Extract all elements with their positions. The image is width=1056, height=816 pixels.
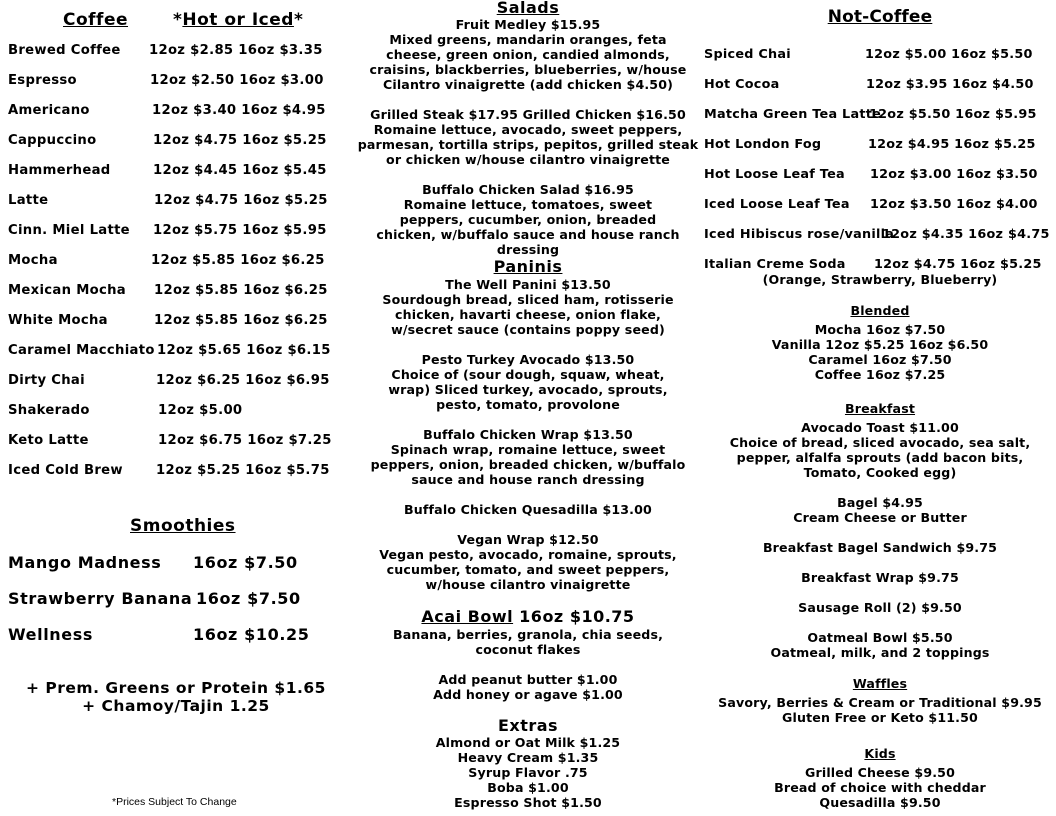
kids-details [704,765,1056,810]
salad-item-desc: Romaine lettuce, tomatoes, sweet peppers, cucumber, onion, breaded chicken, w/buffalo sauce and house ranch dressing [376,197,680,257]
coffee-item [8,253,348,273]
salad-item-desc: Romaine lettuce, avocado, sweet peppers, parmesan, tortilla strips, pepitos, grilled steak or chicken w/house cilantro vinaigrette [357,122,699,167]
not-coffee-item [704,107,1054,125]
panini-item [352,277,704,337]
breakfast-item-title: Sausage Roll (2) $9.50 [798,600,962,615]
coffee-item [8,103,348,123]
breakfast-item-desc: Oatmeal, milk, and 2 toppings [770,645,990,660]
coffee-item-prices: 12oz $5.85 16oz $6.25 [154,313,328,328]
coffee-item-name: Americano [8,103,90,118]
smoothie-item-name: Strawberry Banana [8,589,193,608]
kids-line: Quesadilla $9.50 [819,795,941,810]
coffee-item-prices: 12oz $5.25 16oz $5.75 [156,463,330,478]
coffee-item-name: Cinn. Miel Latte [8,223,130,238]
subheading-prefix: * [173,10,183,30]
panini-item-title: Buffalo Chicken Wrap $13.50 [423,427,633,442]
blended-item: Vanilla 12oz $5.25 16oz $6.50 [771,337,989,352]
breakfast-item [704,570,1056,585]
not-coffee-item-prices: 12oz $3.00 16oz $3.50 [870,167,1038,182]
not-coffee-item [704,77,1054,95]
coffee-item [8,403,348,423]
smoothie-item-name: Wellness [8,625,93,644]
coffee-item-prices: 12oz $4.45 16oz $5.45 [153,163,327,178]
not-coffee-item [704,167,1054,185]
not-coffee-item-prices: 12oz $4.95 16oz $5.25 [868,137,1036,152]
salad-item [352,182,704,257]
extras-list [352,735,704,810]
blended-list [704,322,1056,382]
panini-item-desc: Choice of (sour dough, squaw, wheat, wrap) Sliced turkey, avocado, sprouts, pesto, tomato, provolone [388,367,668,412]
breakfast-item [704,630,1056,660]
coffee-item-prices: 12oz $4.75 16oz $5.25 [153,133,327,148]
salad-item [352,17,704,92]
acai-price: 16oz $10.75 [519,607,635,626]
coffee-item-name: Espresso [8,73,77,88]
coffee-item-name: Iced Cold Brew [8,463,123,478]
extras-item: Espresso Shot $1.50 [454,795,602,810]
not-coffee-item-name: Hot Cocoa [704,77,780,92]
not-coffee-heading: Not-Coffee [827,7,933,27]
coffee-item [8,163,348,183]
smoothies-heading: Smoothies [130,516,236,536]
breakfast-item [704,600,1056,615]
blended-item: Coffee 16oz $7.25 [814,367,946,382]
salad-item-title: Buffalo Chicken Salad $16.95 [422,182,634,197]
not-coffee-item-name: Spiced Chai [704,47,791,62]
not-coffee-item-prices: 12oz $3.50 16oz $4.00 [870,197,1038,212]
footnote: *Prices Subject To Change [112,796,237,808]
soda-flavors: (Orange, Strawberry, Blueberry) [762,272,998,287]
coffee-item-name: Hammerhead [8,163,111,178]
coffee-item-name: Brewed Coffee [8,43,121,58]
not-coffee-item-prices: 12oz $4.35 16oz $4.75 [882,227,1050,242]
breakfast-item-title: Oatmeal Bowl $5.50 [807,630,953,645]
extras-item: Heavy Cream $1.35 [457,750,599,765]
smoothie-item-price: 16oz $10.25 [193,625,310,644]
coffee-item-prices: 12oz $2.85 16oz $3.35 [149,43,323,58]
smoothie-item-price: 16oz $7.50 [196,589,301,608]
not-coffee-item-prices: 12oz $4.75 16oz $5.25 [874,257,1042,272]
breakfast-item-desc: Cream Cheese or Butter [793,510,967,525]
coffee-item-prices: 12oz $4.75 16oz $5.25 [154,193,328,208]
blended-item: Mocha 16oz $7.50 [814,322,946,337]
acai-addon: Add honey or agave $1.00 [433,687,623,702]
panini-item [352,502,704,517]
not-coffee-item-prices: 12oz $5.00 16oz $5.50 [865,47,1033,62]
coffee-item-prices: 12oz $6.25 16oz $6.95 [156,373,330,388]
acai-addon: Add peanut butter $1.00 [438,672,618,687]
not-coffee-item-prices: 12oz $5.50 16oz $5.95 [869,107,1037,122]
panini-item-title: Pesto Turkey Avocado $13.50 [421,352,635,367]
acai-title: Acai Bowl [421,607,514,626]
coffee-item-prices: 12oz $5.75 16oz $5.95 [153,223,327,238]
panini-item-title: The Well Panini $13.50 [445,277,611,292]
coffee-item-prices: 12oz $5.65 16oz $6.15 [157,343,331,358]
salad-item-title: Fruit Medley $15.95 [455,17,601,32]
panini-item-desc: Spinach wrap, romaine lettuce, sweet peppers, onion, breaded chicken, w/buffalo sauce and house ranch dressing [370,442,686,487]
subheading-suffix: * [293,10,304,30]
waffles-heading: Waffles [852,676,908,691]
coffee-item-prices: 12oz $6.75 16oz $7.25 [158,433,332,448]
breakfast-item [704,495,1056,525]
not-coffee-item [704,137,1054,155]
subheading-text: Hot or Iced [182,10,294,30]
waffles-details [704,695,1056,725]
panini-item [352,352,704,412]
paninis-heading: Paninis [493,257,563,276]
coffee-item [8,343,348,363]
smoothie-item-price: 16oz $7.50 [193,553,298,572]
kids-line: Bread of choice with cheddar [774,780,986,795]
coffee-item-prices: 12oz $5.00 [158,403,243,418]
not-coffee-item-prices: 12oz $3.95 16oz $4.50 [866,77,1034,92]
coffee-item [8,73,348,93]
acai-desc: Banana, berries, granola, chia seeds, coconut flakes [392,627,664,657]
coffee-item [8,223,348,243]
breakfast-item [704,540,1056,555]
coffee-item-name: White Mocha [8,313,108,328]
acai-details [352,627,704,702]
breakfast-item [704,420,1056,480]
coffee-item-name: Mocha [8,253,58,268]
breakfast-item-title: Breakfast Bagel Sandwich $9.75 [762,540,998,555]
kids-heading: Kids [864,746,896,761]
panini-item-title: Buffalo Chicken Quesadilla $13.00 [404,502,652,517]
kids-line: Grilled Cheese $9.50 [805,765,955,780]
not-coffee-item [704,197,1054,215]
not-coffee-item-name: Hot Loose Leaf Tea [704,167,845,182]
coffee-item [8,313,348,333]
not-coffee-item [704,227,1054,245]
salad-item-desc: Mixed greens, mandarin oranges, feta cheese, green onion, candied almonds, craisins, blackberries, blueberries, w/house Cilantro vinaigrette (add chicken $4.50) [369,32,687,92]
panini-item-desc: Vegan pesto, avocado, romaine, sprouts, cucumber, tomato, and sweet peppers, w/house cilantro vinaigrette [379,547,677,592]
coffee-item-name: Mexican Mocha [8,283,126,298]
coffee-item-name: Latte [8,193,49,208]
coffee-item [8,43,348,63]
not-coffee-item [704,47,1054,65]
acai-heading [352,608,704,626]
hot-or-iced-subheading [173,10,303,30]
waffles-line: Gluten Free or Keto $11.50 [782,710,978,725]
salad-item [352,107,704,167]
coffee-item-name: Caramel Macchiato [8,343,155,358]
coffee-item-prices: 12oz $2.50 16oz $3.00 [150,73,324,88]
coffee-item [8,433,348,453]
smoothie-item-name: Mango Madness [8,553,162,572]
extras-item: Boba $1.00 [487,780,569,795]
salads-heading: Salads [496,0,560,17]
breakfast-item-title: Bagel $4.95 [837,495,923,510]
breakfast-item-title: Avocado Toast $11.00 [801,420,959,435]
coffee-item-name: Cappuccino [8,133,97,148]
salad-item-title: Grilled Steak $17.95 Grilled Chicken $16.50 [370,107,686,122]
coffee-item-prices: 12oz $5.85 16oz $6.25 [151,253,325,268]
coffee-item-name: Dirty Chai [8,373,85,388]
extras-item: Almond or Oat Milk $1.25 [435,735,621,750]
not-coffee-item-name: Italian Creme Soda [704,257,846,272]
coffee-item-name: Shakerado [8,403,90,418]
breakfast-heading: Breakfast [844,401,916,416]
coffee-item [8,133,348,153]
coffee-item-prices: 12oz $3.40 16oz $4.95 [152,103,326,118]
extras-heading: Extras [497,716,559,735]
coffee-item [8,193,348,213]
coffee-item [8,373,348,393]
smoothie-addon: + Chamoy/Tajin 1.25 [82,697,270,715]
coffee-item-name: Keto Latte [8,433,89,448]
blended-item: Caramel 16oz $7.50 [808,352,952,367]
extras-item: Syrup Flavor .75 [468,765,588,780]
coffee-item [8,283,348,303]
breakfast-item-title: Breakfast Wrap $9.75 [801,570,959,585]
not-coffee-item-name: Hot London Fog [704,137,822,152]
breakfast-item-desc: Choice of bread, sliced avocado, sea salt, pepper, alfalfa sprouts (add bacon bits, Tomato, Cooked egg) [729,435,1031,480]
coffee-item [8,463,348,483]
coffee-heading: Coffee [63,10,129,30]
coffee-item-prices: 12oz $5.85 16oz $6.25 [154,283,328,298]
panini-item-desc: Sourdough bread, sliced ham, rotisserie chicken, havarti cheese, onion flake, w/secret sauce (contains poppy seed) [382,292,674,337]
smoothie-addon: + Prem. Greens or Protein $1.65 [26,679,326,697]
not-coffee-item-name: Iced Loose Leaf Tea [704,197,850,212]
blended-heading: Blended [850,303,910,318]
not-coffee-item-name: Iced Hibiscus rose/vanilla [704,227,895,242]
panini-item [352,532,704,592]
panini-item [352,427,704,487]
waffles-line: Savory, Berries & Cream or Traditional $9.95 [718,695,1042,710]
not-coffee-item-name: Matcha Green Tea Latte [704,107,882,122]
panini-item-title: Vegan Wrap $12.50 [457,532,599,547]
